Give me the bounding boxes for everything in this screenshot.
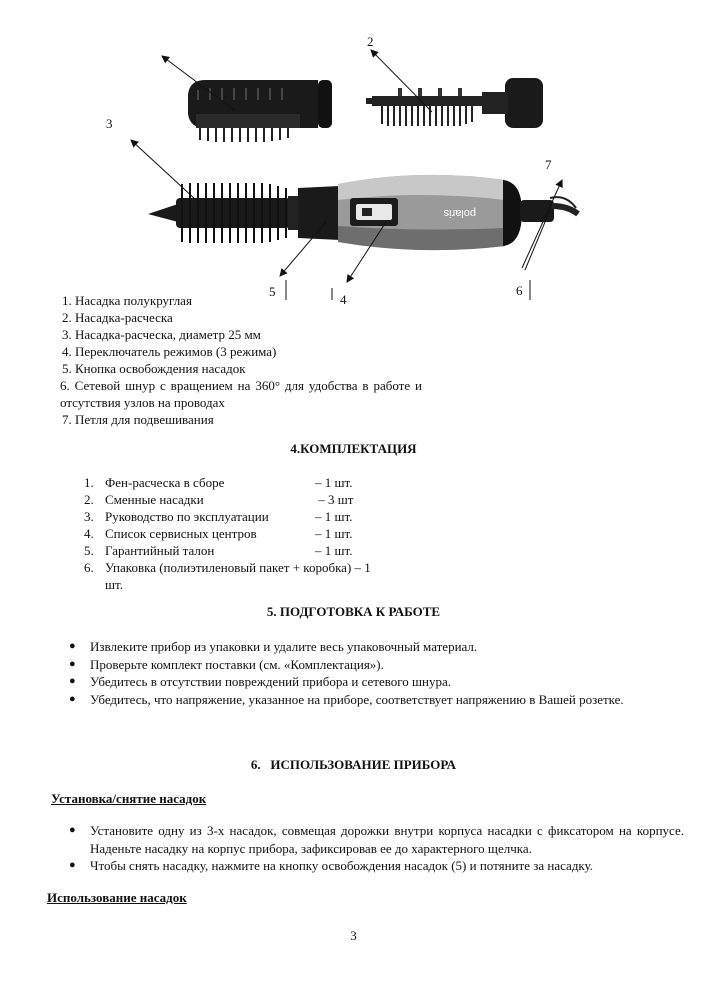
section-5-list xyxy=(69,638,684,708)
item-text: Руководство по эксплуатации xyxy=(105,509,269,524)
bullet-icon: ● xyxy=(69,657,76,670)
item-number: 6. xyxy=(84,560,94,575)
item-text-continued: шт. xyxy=(105,577,123,592)
callout-6: 6 xyxy=(516,283,523,298)
parts-item: 6. Сетевой шнур с вращением на 360° для удобства в работе и отсутствия узлов на проводах xyxy=(60,378,422,410)
list-item xyxy=(69,673,684,691)
parts-list xyxy=(62,292,422,428)
parts-item: 4. Переключатель режимов (3 режима) xyxy=(62,344,277,359)
item-qty: – 1 шт. xyxy=(315,509,353,524)
section-6-list xyxy=(69,822,684,875)
item-number: 3. xyxy=(84,509,94,524)
section-5-title: 5. ПОДГОТОВКА К РАБОТЕ xyxy=(266,604,441,619)
item-qty: – 3 шт xyxy=(315,492,354,507)
bullet-icon: ● xyxy=(69,859,76,871)
list-item xyxy=(69,656,684,674)
section-4-title: 4.КОМПЛЕКТАЦИЯ xyxy=(290,441,417,456)
item-number: 2. xyxy=(84,492,94,507)
item-text: Чтобы снять насадку, нажмите на кнопку освобождения насадок (5) и потяните за насадку. xyxy=(90,858,594,873)
list-item xyxy=(69,857,684,875)
parts-item: 7. Петля для подвешивания xyxy=(62,412,214,427)
item-qty: – 1 шт. xyxy=(315,526,353,541)
item-qty: – 1 шт. xyxy=(315,475,353,490)
item-number: 5. xyxy=(84,543,94,558)
item-text: Убедитесь в отсутствии повреждений прибора и сетевого шнура. xyxy=(90,674,452,689)
bullet-icon: ● xyxy=(69,692,76,705)
callout-2: 2 xyxy=(367,34,374,49)
callout-5: 5 xyxy=(269,284,276,299)
item-number: 1. xyxy=(84,475,94,490)
bullet-icon: ● xyxy=(69,675,76,687)
parts-item: 1. Насадка полукруглая xyxy=(62,293,192,308)
item-text: Упаковка (полиэтиленовый пакет + коробка) – 1 xyxy=(105,560,371,575)
bullet-icon: ● xyxy=(69,824,76,836)
parts-item: 3. Насадка-расческа, диаметр 25 мм xyxy=(62,327,261,342)
page-number: 3 xyxy=(350,928,357,943)
item-text: Список сервисных центров xyxy=(105,526,257,541)
parts-item: 2. Насадка-расческа xyxy=(62,310,173,325)
item-text: Фен-расческа в сборе xyxy=(105,475,225,490)
bullet-icon: ● xyxy=(69,640,76,652)
callout-3: 3 xyxy=(106,116,113,131)
item-qty: – 1 шт. xyxy=(315,543,353,558)
hair-styler-device-image xyxy=(148,175,578,250)
item-text: Установите одну из 3-х насадок, совмещая дорожки внутри корпуса насадки с фиксатором на корпусе. Наденьте насадку на корпус прибора, зафиксировав ее до характерного щелчка. xyxy=(90,823,684,856)
section-6-title: 6. ИСПОЛЬЗОВАНИЕ ПРИБОРА xyxy=(250,757,457,772)
subheading-usage: Использование насадок xyxy=(47,890,187,905)
callout-4: 4 xyxy=(340,292,347,307)
item-text: Гарантийный талон xyxy=(105,543,215,558)
item-text: Извлеките прибор из упаковки и удалите весь упаковочный материал. xyxy=(90,639,478,654)
list-item xyxy=(69,638,684,656)
subheading-install: Установка/снятие насадок xyxy=(51,791,207,806)
item-text: Проверьте комплект поставки (см. «Комплектация»). xyxy=(90,656,384,672)
half-round-brush-image xyxy=(188,80,332,142)
parts-item: 5. Кнопка освобождения насадок xyxy=(62,361,246,376)
item-text: Убедитесь, что напряжение, указанное на приборе, соответствует напряжению в Вашей розетке. xyxy=(90,691,624,707)
list-item xyxy=(69,822,684,857)
callout-7: 7 xyxy=(545,157,552,172)
item-number: 4. xyxy=(84,526,94,541)
product-figure xyxy=(0,0,707,300)
list-item xyxy=(69,691,684,709)
item-text: Сменные насадки xyxy=(105,492,204,507)
comb-attachment-image xyxy=(366,78,543,128)
brand-logo: polaris xyxy=(443,207,476,219)
